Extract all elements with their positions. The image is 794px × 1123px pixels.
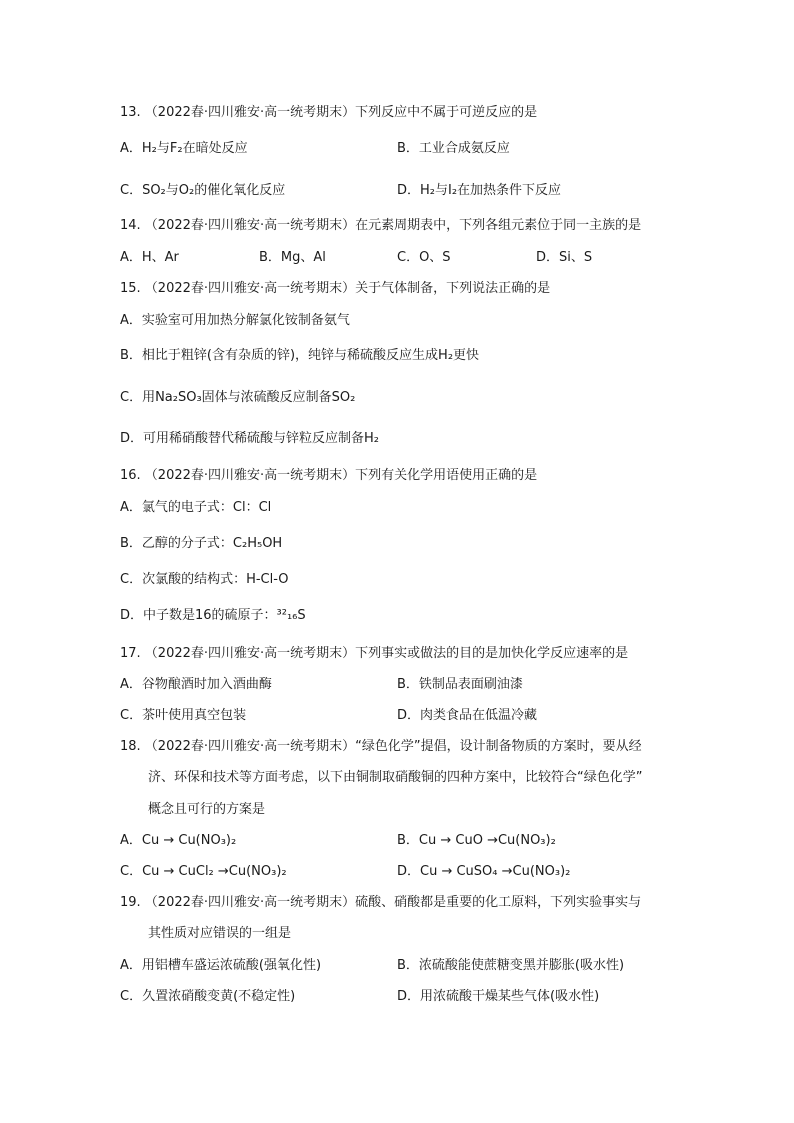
question-15-option-a: A．实验室可用加热分解氯化铵制备氨气 — [120, 313, 350, 328]
question-16-option-b: B．乙醇的分子式：C₂H₅OH — [120, 536, 283, 551]
question-18-option-c: C．Cu → CuCl₂ →Cu(NO₃)₂ — [120, 864, 287, 879]
question-14-stem: 14. （2022春·四川雅安·高一统考期末）在元素周期表中，下列各组元素位于同一主族的是 — [120, 218, 642, 233]
question-19-stem-line-2: 其性质对应错误的一组是 — [148, 926, 292, 941]
question-17-stem: 17. （2022春·四川雅安·高一统考期末）下列事实或做法的目的是加快化学反应速率的是 — [120, 646, 629, 661]
question-15-option-d: D．可用稀硝酸替代稀硫酸与锌粒反应制备H₂ — [120, 431, 379, 446]
question-16-option-a: A．氯气的电子式：Cl：Cl — [120, 500, 272, 515]
question-16-stem: 16. （2022春·四川雅安·高一统考期末）下列有关化学用语使用正确的是 — [120, 468, 538, 483]
question-17-option-c: C．茶叶使用真空包装 — [120, 708, 247, 723]
question-15-option-c: C．用Na₂SO₃固体与浓硫酸反应制备SO₂ — [120, 390, 356, 405]
question-19-option-c: C．久置浓硝酸变黄(不稳定性) — [120, 989, 296, 1004]
question-19-option-a: A．用铝槽车盛运浓硫酸(强氧化性) — [120, 958, 322, 973]
question-18-stem-line-2: 济、环保和技术等方面考虑，以下由铜制取硝酸铜的四种方案中，比较符合“绿色化学” — [148, 770, 643, 785]
question-14-option-b: B．Mg、Al — [259, 250, 326, 265]
question-16-option-c: C．次氯酸的结构式：H-Cl-O — [120, 572, 289, 587]
question-17-option-a: A．谷物酿酒时加入酒曲酶 — [120, 677, 272, 692]
question-18-option-b: B．Cu → CuO →Cu(NO₃)₂ — [397, 833, 556, 848]
question-19-option-b: B．浓硫酸能使蔗糖变黑并膨胀(吸水性) — [397, 958, 625, 973]
question-13-option-b: B．工业合成氨反应 — [397, 141, 510, 156]
question-13-option-a: A．H₂与F₂在暗处反应 — [120, 141, 248, 156]
question-18-stem-line-3: 概念且可行的方案是 — [148, 802, 266, 817]
question-19-stem: 19. （2022春·四川雅安·高一统考期末）硫酸、硝酸都是重要的化工原料，下列实验事实与 — [120, 895, 642, 910]
question-15-option-b: B．相比于粗锌(含有杂质的锌)，纯锌与稀硫酸反应生成H₂更快 — [120, 348, 480, 363]
question-17-option-d: D．肉类食品在低温冷藏 — [397, 708, 538, 723]
question-18-option-a: A．Cu → Cu(NO₃)₂ — [120, 833, 237, 848]
question-16-option-d: D．中子数是16的硫原子：³²₁₆S — [120, 608, 306, 623]
question-17-option-b: B．铁制品表面刷油漆 — [397, 677, 523, 692]
question-13-option-d: D．H₂与I₂在加热条件下反应 — [397, 183, 562, 198]
question-19-option-d: D．用浓硫酸干燥某些气体(吸水性) — [397, 989, 600, 1004]
question-14-option-d: D．Si、S — [536, 250, 593, 265]
question-14-option-a: A．H、Ar — [120, 250, 179, 265]
question-18-stem: 18. （2022春·四川雅安·高一统考期末）“绿色化学”提倡，设计制备物质的方案时，要从经 — [120, 739, 642, 754]
question-15-stem: 15. （2022春·四川雅安·高一统考期末）关于气体制备，下列说法正确的是 — [120, 281, 551, 296]
question-18-option-d: D．Cu → CuSO₄ →Cu(NO₃)₂ — [397, 864, 571, 879]
question-14-option-c: C．O、S — [397, 250, 451, 265]
question-13-stem: 13. （2022春·四川雅安·高一统考期末）下列反应中不属于可逆反应的是 — [120, 105, 538, 120]
question-13-option-c: C．SO₂与O₂的催化氧化反应 — [120, 183, 286, 198]
